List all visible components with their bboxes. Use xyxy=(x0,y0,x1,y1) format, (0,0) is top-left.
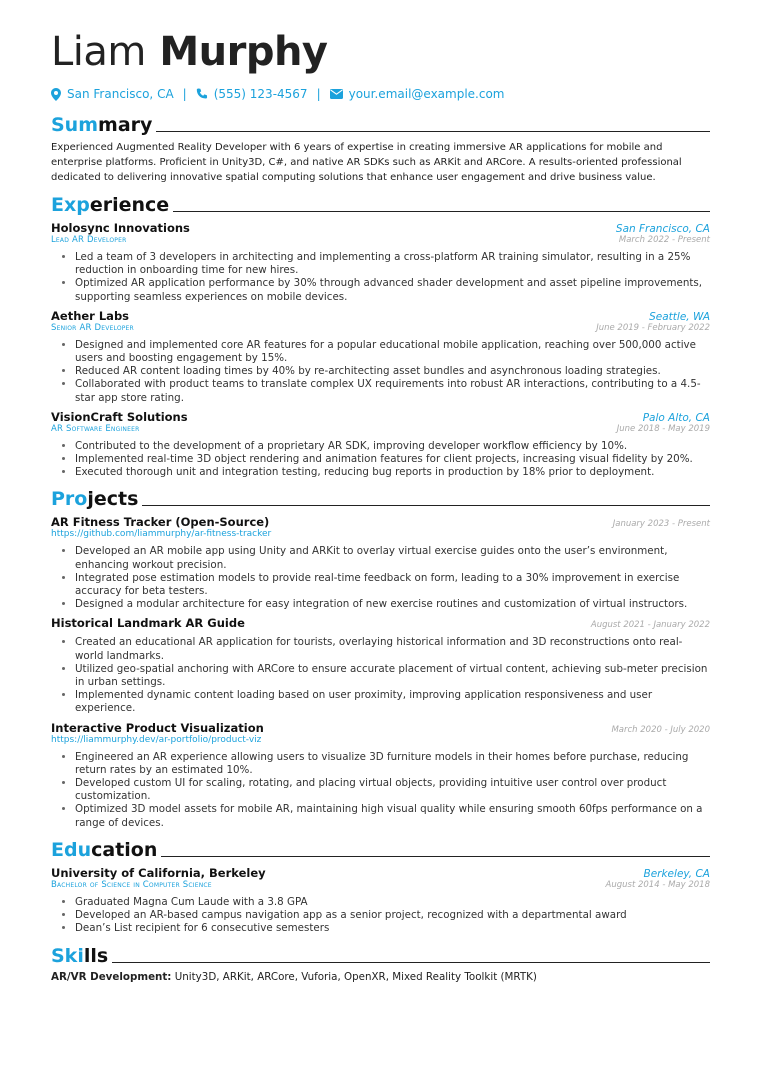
section-heading-experience xyxy=(51,190,710,216)
phone-text: (555) 123-4567 xyxy=(213,87,308,101)
section-heading-education xyxy=(51,835,710,861)
company-name: VisionCraft Solutions xyxy=(51,409,188,424)
degree: Bachelor of Science in Computer Science xyxy=(51,879,212,890)
school-location: Berkeley, CA xyxy=(643,867,710,880)
education-entry xyxy=(51,866,710,936)
section-heading-skills xyxy=(51,941,710,967)
project-link[interactable]: https://liammurphy.dev/ar-portfolio/product-viz xyxy=(51,734,262,745)
bullet-item: • Graduated Magna Cum Laude with a 3.8 GPA xyxy=(75,896,710,909)
project-name: AR Fitness Tracker (Open-Source) xyxy=(51,515,270,530)
summary-text: Experienced Augmented Reality Developer with 6 years of expertise in creating immersive AR applications for mobile and enterprise platforms. Proficient in Unity3D, C#, and native AR SDKs such as ARKit and ARCore. A results-oriented professional dedicated to delivering innovative spatial computing solutions that enhance user engagement and drive business value. xyxy=(51,142,682,183)
skills-heading: Skills xyxy=(51,944,109,967)
bullet-item: • Led a team of 3 developers in architecting and implementing a cross-platform AR training simulator, resulting in a 25% reduction in onboarding time for new hires. xyxy=(75,251,710,277)
map-pin-icon xyxy=(51,88,61,101)
bullet-item: • Engineered an AR experience allowing users to visualize 3D furniture models in their homes before purchase, reducing return rates by an estimated 10%. xyxy=(75,751,710,777)
skill-row xyxy=(51,971,710,983)
bullet-item: • Implemented dynamic content loading based on user proximity, improving application responsiveness and user experience. xyxy=(75,689,710,715)
education-heading: Education xyxy=(51,838,158,861)
bullet-item: • Designed a modular architecture for easy integration of new exercise routines and customization of virtual instructors. xyxy=(75,598,710,611)
bullet-item: • Contributed to the development of a proprietary AR SDK, improving developer workflow efficiency by 10%. xyxy=(75,440,710,453)
bullet-item: • Executed thorough unit and integration testing, reducing bug reports in production by 18% prior to deployment. xyxy=(75,466,710,479)
project-entry xyxy=(51,616,710,715)
email-text: your.email@example.com xyxy=(348,87,505,101)
experience-entry xyxy=(51,410,710,480)
company-name: Aether Labs xyxy=(51,308,130,323)
project-dates: January 2023 - Present xyxy=(612,519,710,530)
job-bullets xyxy=(51,339,710,405)
bullet-item: • Dean’s List recipient for 6 consecutive semesters xyxy=(75,922,710,935)
contact-email[interactable] xyxy=(330,87,505,101)
bullet-item: • Implemented real-time 3D object rendering and animation features for client projects, increasing visual fidelity by 20%. xyxy=(75,453,710,466)
candidate-name xyxy=(51,0,710,79)
job-dates: June 2018 - May 2019 xyxy=(616,423,710,434)
projects-heading: Projects xyxy=(51,488,139,511)
education-bullets xyxy=(51,896,710,936)
project-entry xyxy=(51,515,710,611)
project-dates: March 2020 - July 2020 xyxy=(611,724,710,735)
contact-phone[interactable] xyxy=(196,87,308,101)
project-bullets xyxy=(51,751,710,830)
first-name: Liam xyxy=(51,29,146,75)
bullet-item: • Developed an AR-based campus navigation app as a senior project, recognized with a departmental award xyxy=(75,909,710,922)
company-name: Holosync Innovations xyxy=(51,221,190,235)
section-rule xyxy=(142,505,710,506)
section-rule xyxy=(173,211,710,212)
section-heading-projects xyxy=(51,484,710,510)
contact-bar xyxy=(51,83,710,105)
envelope-icon xyxy=(330,89,343,99)
project-dates: August 2021 - January 2022 xyxy=(590,620,710,631)
education-dates: August 2014 - May 2018 xyxy=(605,879,710,890)
experience-entry xyxy=(51,221,710,304)
contact-separator: | xyxy=(316,87,321,101)
project-bullets xyxy=(51,636,710,715)
last-name: Murphy xyxy=(159,29,328,75)
project-entry xyxy=(51,721,710,830)
job-title: AR Software Engineer xyxy=(51,423,140,434)
project-name: Historical Landmark AR Guide xyxy=(51,616,245,631)
project-link[interactable]: https://github.com/liammurphy/ar-fitness-tracker xyxy=(51,529,272,540)
section-rule xyxy=(156,131,710,132)
bullet-item: • Integrated pose estimation models to provide real-time feedback on form, leading to a 30% improvement in exercise accuracy for beta testers. xyxy=(75,572,710,598)
skill-value: Unity3D, ARKit, ARCore, Vuforia, OpenXR, Mixed Reality Toolkit (MRTK) xyxy=(174,970,537,983)
project-name: Interactive Product Visualization xyxy=(51,720,264,735)
skill-label: AR/VR Development: xyxy=(51,970,172,983)
bullet-item: • Optimized 3D model assets for mobile AR, maintaining high visual quality while ensuring smooth 60fps performance on a range of devices. xyxy=(75,803,710,829)
school-name: University of California, Berkeley xyxy=(51,865,266,880)
job-title: Senior AR Developer xyxy=(51,322,134,333)
experience-entry xyxy=(51,309,710,405)
summary-heading: Summary xyxy=(51,114,153,136)
job-bullets xyxy=(51,251,710,304)
bullet-item: • Collaborated with product teams to translate complex UX requirements into robust AR interactions, contributing to a 4.5-star app store rating. xyxy=(75,378,710,404)
phone-icon xyxy=(196,88,208,100)
location-text: San Francisco, CA xyxy=(67,87,174,101)
job-dates: March 2022 - Present xyxy=(618,235,710,245)
contact-location xyxy=(51,87,174,101)
bullet-item: • Designed and implemented core AR features for a popular educational mobile application, reaching over 500,000 active users and boosting engagement by 15%. xyxy=(75,339,710,365)
job-location: Palo Alto, CA xyxy=(642,411,710,424)
bullet-item: • Developed custom UI for scaling, rotating, and placing virtual objects, providing intuitive user control over product customization. xyxy=(75,777,710,803)
job-location: San Francisco, CA xyxy=(615,223,710,235)
section-heading-summary xyxy=(51,110,710,136)
bullet-item: • Created an educational AR application for tourists, overlaying historical information and 3D reconstructions onto real-world landmarks. xyxy=(75,636,710,662)
job-dates: June 2019 - February 2022 xyxy=(596,322,710,333)
section-rule xyxy=(112,962,710,963)
section-rule xyxy=(161,856,710,857)
bullet-item: • Reduced AR content loading times by 40% by re-architecting asset bundles and asynchronous loading strategies. xyxy=(75,365,710,378)
project-bullets xyxy=(51,545,710,611)
bullet-item: • Utilized geo-spatial anchoring with ARCore to ensure accurate placement of virtual content, achieving sub-meter precision in urban settings. xyxy=(75,663,710,689)
job-bullets xyxy=(51,440,710,480)
job-location: Seattle, WA xyxy=(649,310,710,323)
experience-heading: Experience xyxy=(51,194,170,216)
bullet-item: • Developed an AR mobile app using Unity and ARKit to overlay virtual exercise guides onto the user’s environment, enhancing workout precision. xyxy=(75,545,710,571)
bullet-item: • Optimized AR application performance by 30% through advanced shader development and asset pipeline improvements, supporting seamless experiences on mobile devices. xyxy=(75,277,710,303)
contact-separator: | xyxy=(182,87,187,101)
job-title: Lead AR Developer xyxy=(51,235,127,245)
